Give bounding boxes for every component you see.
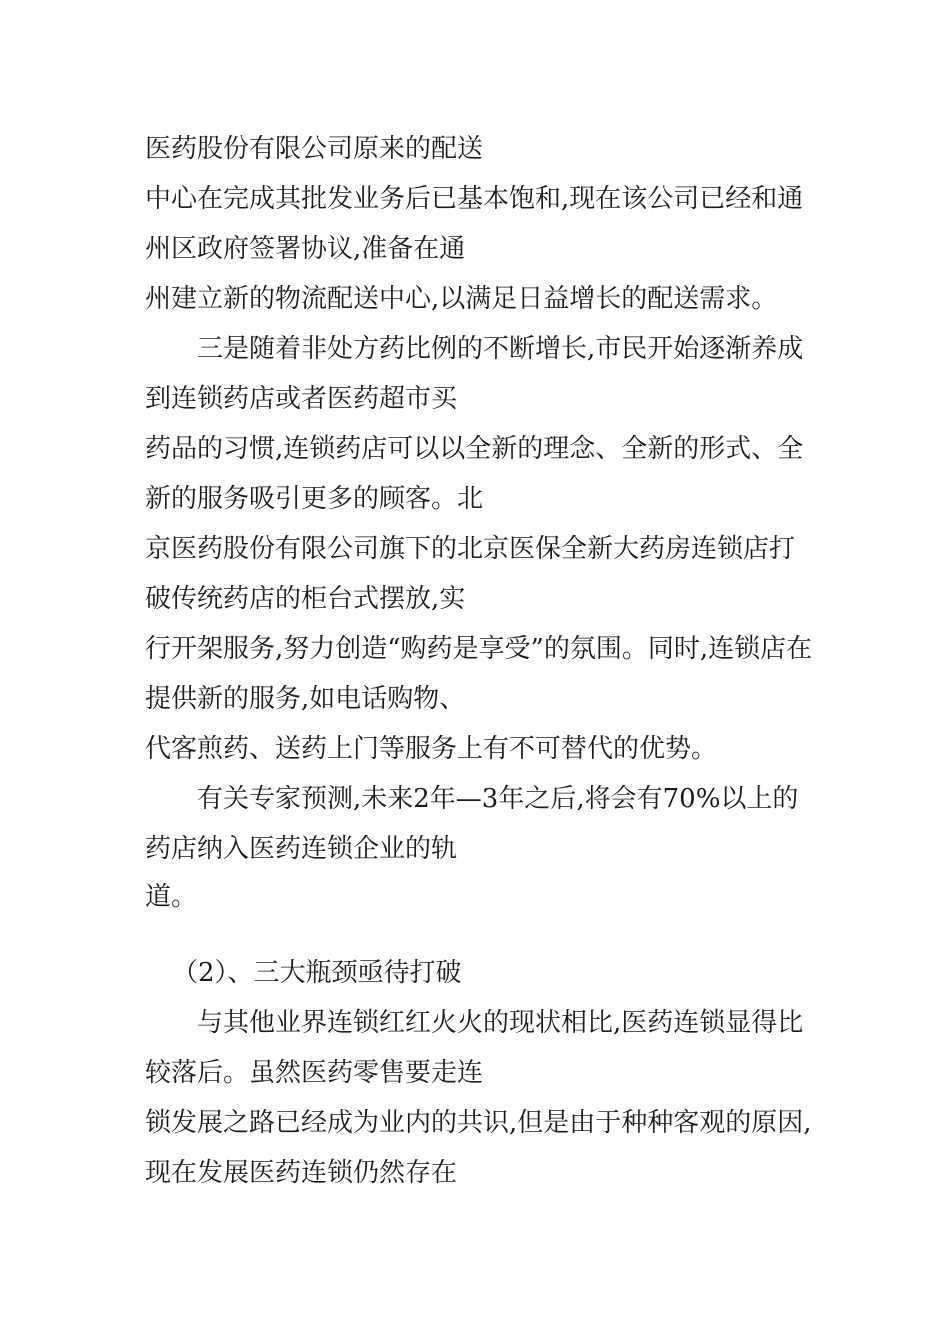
text-line: 中心在完成其批发业务后已基本饱和,现在该公司已经和通 xyxy=(145,184,804,214)
text-line: 较落后。虽然医药零售要走连 xyxy=(145,1058,484,1088)
text-line: 药品的习惯,连锁药店可以以全新的理念、全新的形式、全 xyxy=(145,434,804,464)
text-line: 药店纳入医药连锁企业的轨 xyxy=(145,834,458,864)
text-line: 州建立新的物流配送中心,以满足日益增长的配送需求。 xyxy=(145,284,778,314)
text-line: 京医药股份有限公司旗下的北京医保全新大药房连锁店打 xyxy=(145,534,796,564)
text-line: 现在发展医药连锁仍然存在 xyxy=(145,1158,458,1188)
text-line: 提供新的服务,如电话购物、 xyxy=(145,684,466,714)
text-line: 道。 xyxy=(145,882,198,912)
text-line: 医药股份有限公司原来的配送 xyxy=(145,134,484,164)
text-line: 州区政府签署协议,准备在通 xyxy=(145,234,466,264)
text-line: 破传统药店的柜台式摆放,实 xyxy=(145,584,466,614)
section-heading: （2）、三大瓶颈亟待打破 xyxy=(172,958,462,988)
text-line: 新的服务吸引更多的顾客。北 xyxy=(145,484,484,514)
text-line: 到连锁药店或者医药超市买 xyxy=(145,384,458,414)
text-line: 代客煎药、送药上门等服务上有不可替代的优势。 xyxy=(145,734,718,764)
text-line: 行开架服务,努力创造“购药是享受”的氛围。同时,连锁店在 xyxy=(145,634,813,664)
text-line: 锁发展之路已经成为业内的共识,但是由于种种客观的原因, xyxy=(145,1108,812,1138)
paragraph-start-line: 有关专家预测,未来2年—3年之后,将会有70%以上的 xyxy=(197,784,799,814)
paragraph-start-line: 与其他业界连锁红红火火的现状相比,医药连锁显得比 xyxy=(197,1008,804,1038)
paragraph-start-line: 三是随着非处方药比例的不断增长,市民开始逐渐养成 xyxy=(197,334,804,364)
